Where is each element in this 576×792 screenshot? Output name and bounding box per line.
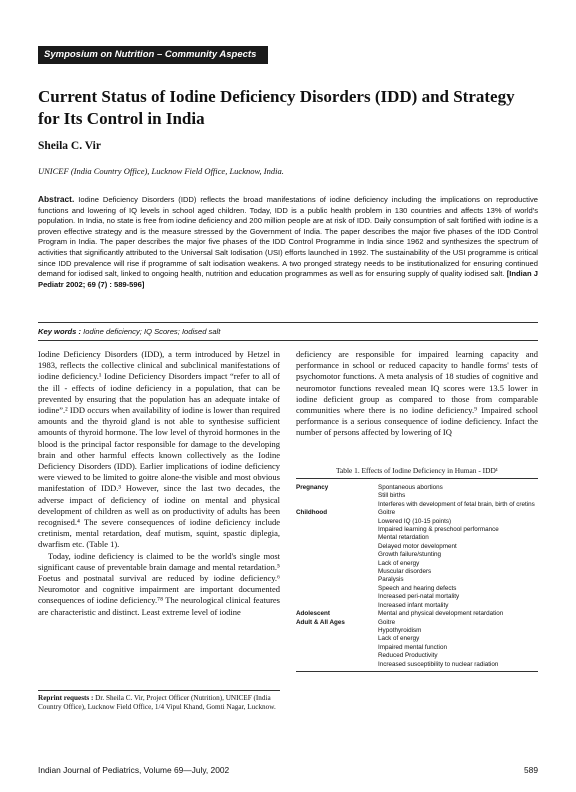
table-row [296,619,538,669]
table-group-name: Adult & All Ages [296,618,345,626]
table-cell: Goitre [378,618,396,626]
reprint-label: Reprint requests : [38,694,94,702]
table-group-name: Pregnancy [296,484,329,491]
table-cell: Hypothyroidism [378,626,422,634]
table-group-items [378,610,538,618]
table-row [296,509,538,610]
keywords [38,327,538,336]
table-cell: Muscular disorders [378,568,432,576]
table-cell: Goitre [378,509,396,517]
table-cell: Impaired learning & preschool performance [378,526,499,534]
journal-footer: Indian Journal of Pediatrics, Volume 69—July, 2002 [38,765,230,775]
table-cell: Lack of energy [378,559,420,567]
body-column-right [296,349,538,439]
author-name: Sheila C. Vir [38,140,101,152]
abstract-text: Iodine Deficiency Disorders (IDD) reflects the broad manifestations of iodine deficiency including the implications on reproductive functions and lowering of IQ levels in school aged children. Today, IDD is a public health problem in 130 countries and affects 13% of world's population. In India, no state is free from iodine deficiency and 200 million people are at risk of IDD. Daily consumption of salt fortified with iodine is a proven effective strategy and is the measure stressed by the Government of India. The paper describes the major five phases of the IDD Control Program in India. The paper describes the major five phases of the IDD Control Programme in India since 1962 and synthesizes the spectrum of activities that significantly attributed to the Universal Salt Iodisation (USI) efforts launched in 1992. The sustainability of the USI programme is critical since IDD prevalence will rise if programme of salt iodisation weakens. A two pronged strategy needs to be institutionalized for ensuring continued demand for iodised salt, linked to ongoing health, nutrition and education programmes as well as for ensuring supply of quality iodised salt. [38,195,538,279]
table-cell: Spontaneous abortions [378,484,443,491]
keywords-bottom-rule [38,340,538,341]
table-cell: Growth failure/stunting [378,551,441,559]
table-cell: Interferes with development of fetal brain, birth of cretins [378,500,535,508]
table-cell: Increased susceptibility to nuclear radiation [378,660,499,668]
table-cell: Lowered IQ (10-15 points) [378,517,452,525]
author-affiliation: UNICEF (India Country Office), Lucknow Field Office, Lucknow, India. [38,166,284,176]
body-paragraph: deficiency are responsible for impaired learning capacity and performance in school or reduced capacity to handle forms' tests of psychomotor functions. A meta analysis of 18 studies of cognitive and neuromotor functions revealed mean IQ scores were 13.5 lower in iodine deficient group as compared to those from comparable communities where there is no iodine deficiency.⁹ Impaired school performance is a serious consequence of iodine deficiency. Infact the number of persons affected by lowering of IQ [296,349,538,438]
keywords-label: Key words : [38,327,82,336]
body-column-left [38,349,280,618]
table-group-name: Adolescent [296,610,330,618]
article-title: Current Status of Iodine Deficiency Disorders (IDD) and Strategy for Its Control in India [38,87,515,128]
table-cell: Delayed motor development [378,542,457,550]
abstract [38,194,538,290]
table-cell: Impaired mental function [378,643,447,651]
reprint-requests [38,690,280,713]
table-group-items [378,509,538,610]
table-row [296,484,538,509]
table-caption: Table 1. Effects of Iodine Deficiency in Human - IDD¹ [335,466,499,475]
page-number: 589 [524,765,538,775]
table-group-name: Childhood [296,509,328,517]
table-cell: Reduced Productivity [378,652,438,660]
table-group-items [378,619,538,669]
table-cell: Still births [378,492,406,500]
table-cell: Lack of energy [378,635,420,643]
table-cell: Mental retardation [378,534,429,542]
table-cell: Speech and hearing defects [378,584,457,592]
keywords-text: Iodine deficiency; IQ Scores; Iodised salt [83,327,221,336]
table-cell: Mental and physical development retardation [378,610,504,618]
table-cell: Paralysis [378,576,404,584]
page-footer [38,765,538,775]
table-cell: Increased infant mortality [378,601,449,609]
abstract-label: Abstract. [38,194,75,204]
keywords-top-rule [38,322,538,323]
section-banner: Symposium on Nutrition – Community Aspects [38,46,268,64]
body-paragraph: Iodine Deficiency Disorders (IDD), a term introduced by Hetzel in 1983, reflects the collective clinical and subclinical manifestations of iodine deficiency.¹ Iodine Deficiency Disorders impact “refer to all of the ill - effects of iodine deficiency in a population, that can be prevented by ensuring that the population has an adequate intake of iodine”.² IDD occurs when availability of iodine is lower than required amounts and the thyroid gland is not able to synthesise sufficient amounts of thyroid hormone. The low level of thyroid hormones in the blood is the principal factor responsible for damage to the developing brain and other harmful effects known collectively as the Iodine Deficiency Disorders (IDD). Earlier implications of iodine deficiency were viewed to be limited to goitre alone-the visible and most obvious manifestation of IDD.³ However, since the last two decades, the adverse impact of deficiency of iodine on mental and physical development of children as well as on productivity of adults has been recognised.⁴ The severe consequences of iodine deficiency include cretinism, mental retardation, deaf mutism, squint, spastic diplegia, dwarfism etc. (Table 1). [38,349,280,550]
table-cell: Increased peri-natal mortality [378,593,460,601]
body-paragraph: Today, iodine deficiency is claimed to be the world's single most significant cause of preventable brain damage and mental retardation.⁵ Foetus and postnatal survival are reduced by iodine deficiency.⁶ Neuromotor and cognitive impairment are important documented consequences of iodine deficiency.⁷⁸ The neurological clinical features are characteristic and distinct. Least extreme level of iodine [38,550,280,617]
abstract-citation: [Indian J Pediatr 2002; 69 (7) : 589-596] [38,269,538,289]
table-group-items [378,484,538,509]
effects-table [296,478,538,672]
reprint-text: Dr. Sheila C. Vir, Project Officer (Nutrition), UNICEF (India Country Office), Lucknow Field Office, 1/4 Vipul Khand, Gomti Nagar, Lucknow. [38,694,276,712]
table-row [296,610,538,618]
